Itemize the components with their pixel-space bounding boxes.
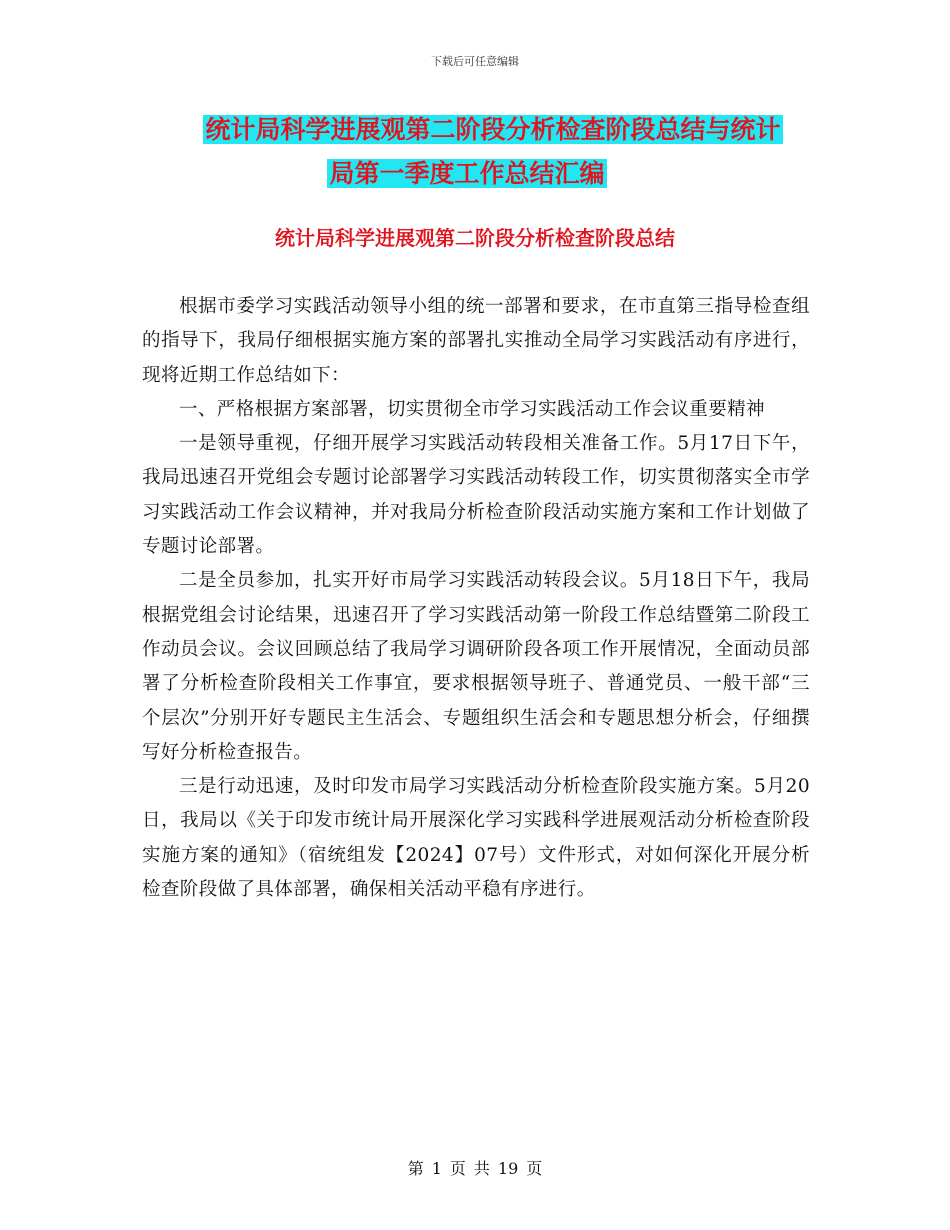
footer-total-pages: 19 <box>497 1159 519 1178</box>
main-title-line-1-text: 统计局科学进展观第二阶段分析检查阶段总结与统计 <box>205 115 781 144</box>
footer-page-number: 1 <box>431 1159 442 1178</box>
body-text <box>142 290 810 907</box>
paragraph-heading-1: 一、严格根据方案部署，切实贯彻全市学习实践活动工作会议重要精神 <box>179 398 765 420</box>
footer-prefix: 第 <box>407 1159 424 1178</box>
footer-suffix: 页 <box>526 1159 543 1178</box>
header-note: 下载后可任意编辑 <box>431 55 519 68</box>
main-title-line-2 <box>0 156 942 192</box>
main-title-line-2-text: 局第一季度工作总结汇编 <box>329 159 605 188</box>
main-title-line-1 <box>18 112 950 148</box>
page-footer <box>0 1156 950 1179</box>
section-title: 统计局科学进展观第二阶段分析检查阶段总结 <box>275 226 675 250</box>
paragraph-point-3: 三是行动迅速，及时印发市局学习实践活动分析检查阶段实施方案。5月20日，我局以《关于印发市统计局开展深化学习实践科学进展观活动分析检查阶段实施方案的通知》（宿统组发【2024】07号）文件形式，对如何深化开展分析检查阶段做了具体部署，确保相关活动平稳有序进行。 <box>142 776 810 901</box>
paragraph-intro: 根据市委学习实践活动领导小组的统一部署和要求，在市直第三指导检查组的指导下，我局仔细根据实施方案的部署扎实推动全局学习实践活动有序进行，现将近期工作总结如下： <box>142 296 810 386</box>
paragraph-point-2: 二是全员参加，扎实开好市局学习实践活动转段会议。5月18日下午，我局根据党组会讨论结果，迅速召开了学习实践活动第一阶段工作总结暨第二阶段工作动员会议。会议回顾总结了我局学习调研阶段各项工作开展情况，全面动员部署了分析检查阶段相关工作事宜，要求根据领导班子、普通党员、一般干部“三个层次”分别开好专题民主生活会、专题组织生活会和专题思想分析会，仔细撰写好分析检查报告。 <box>142 570 810 763</box>
footer-middle: 页 <box>449 1159 466 1178</box>
footer-total-label: 共 <box>473 1159 490 1178</box>
paragraph-point-1: 一是领导重视，仔细开展学习实践活动转段相关准备工作。5月17日下午，我局迅速召开党组会专题讨论部署学习实践活动转段工作，切实贯彻落实全市学习实践活动工作会议精神，并对我局分析检查阶段活动实施方案和工作计划做了专题讨论部署。 <box>142 433 810 558</box>
